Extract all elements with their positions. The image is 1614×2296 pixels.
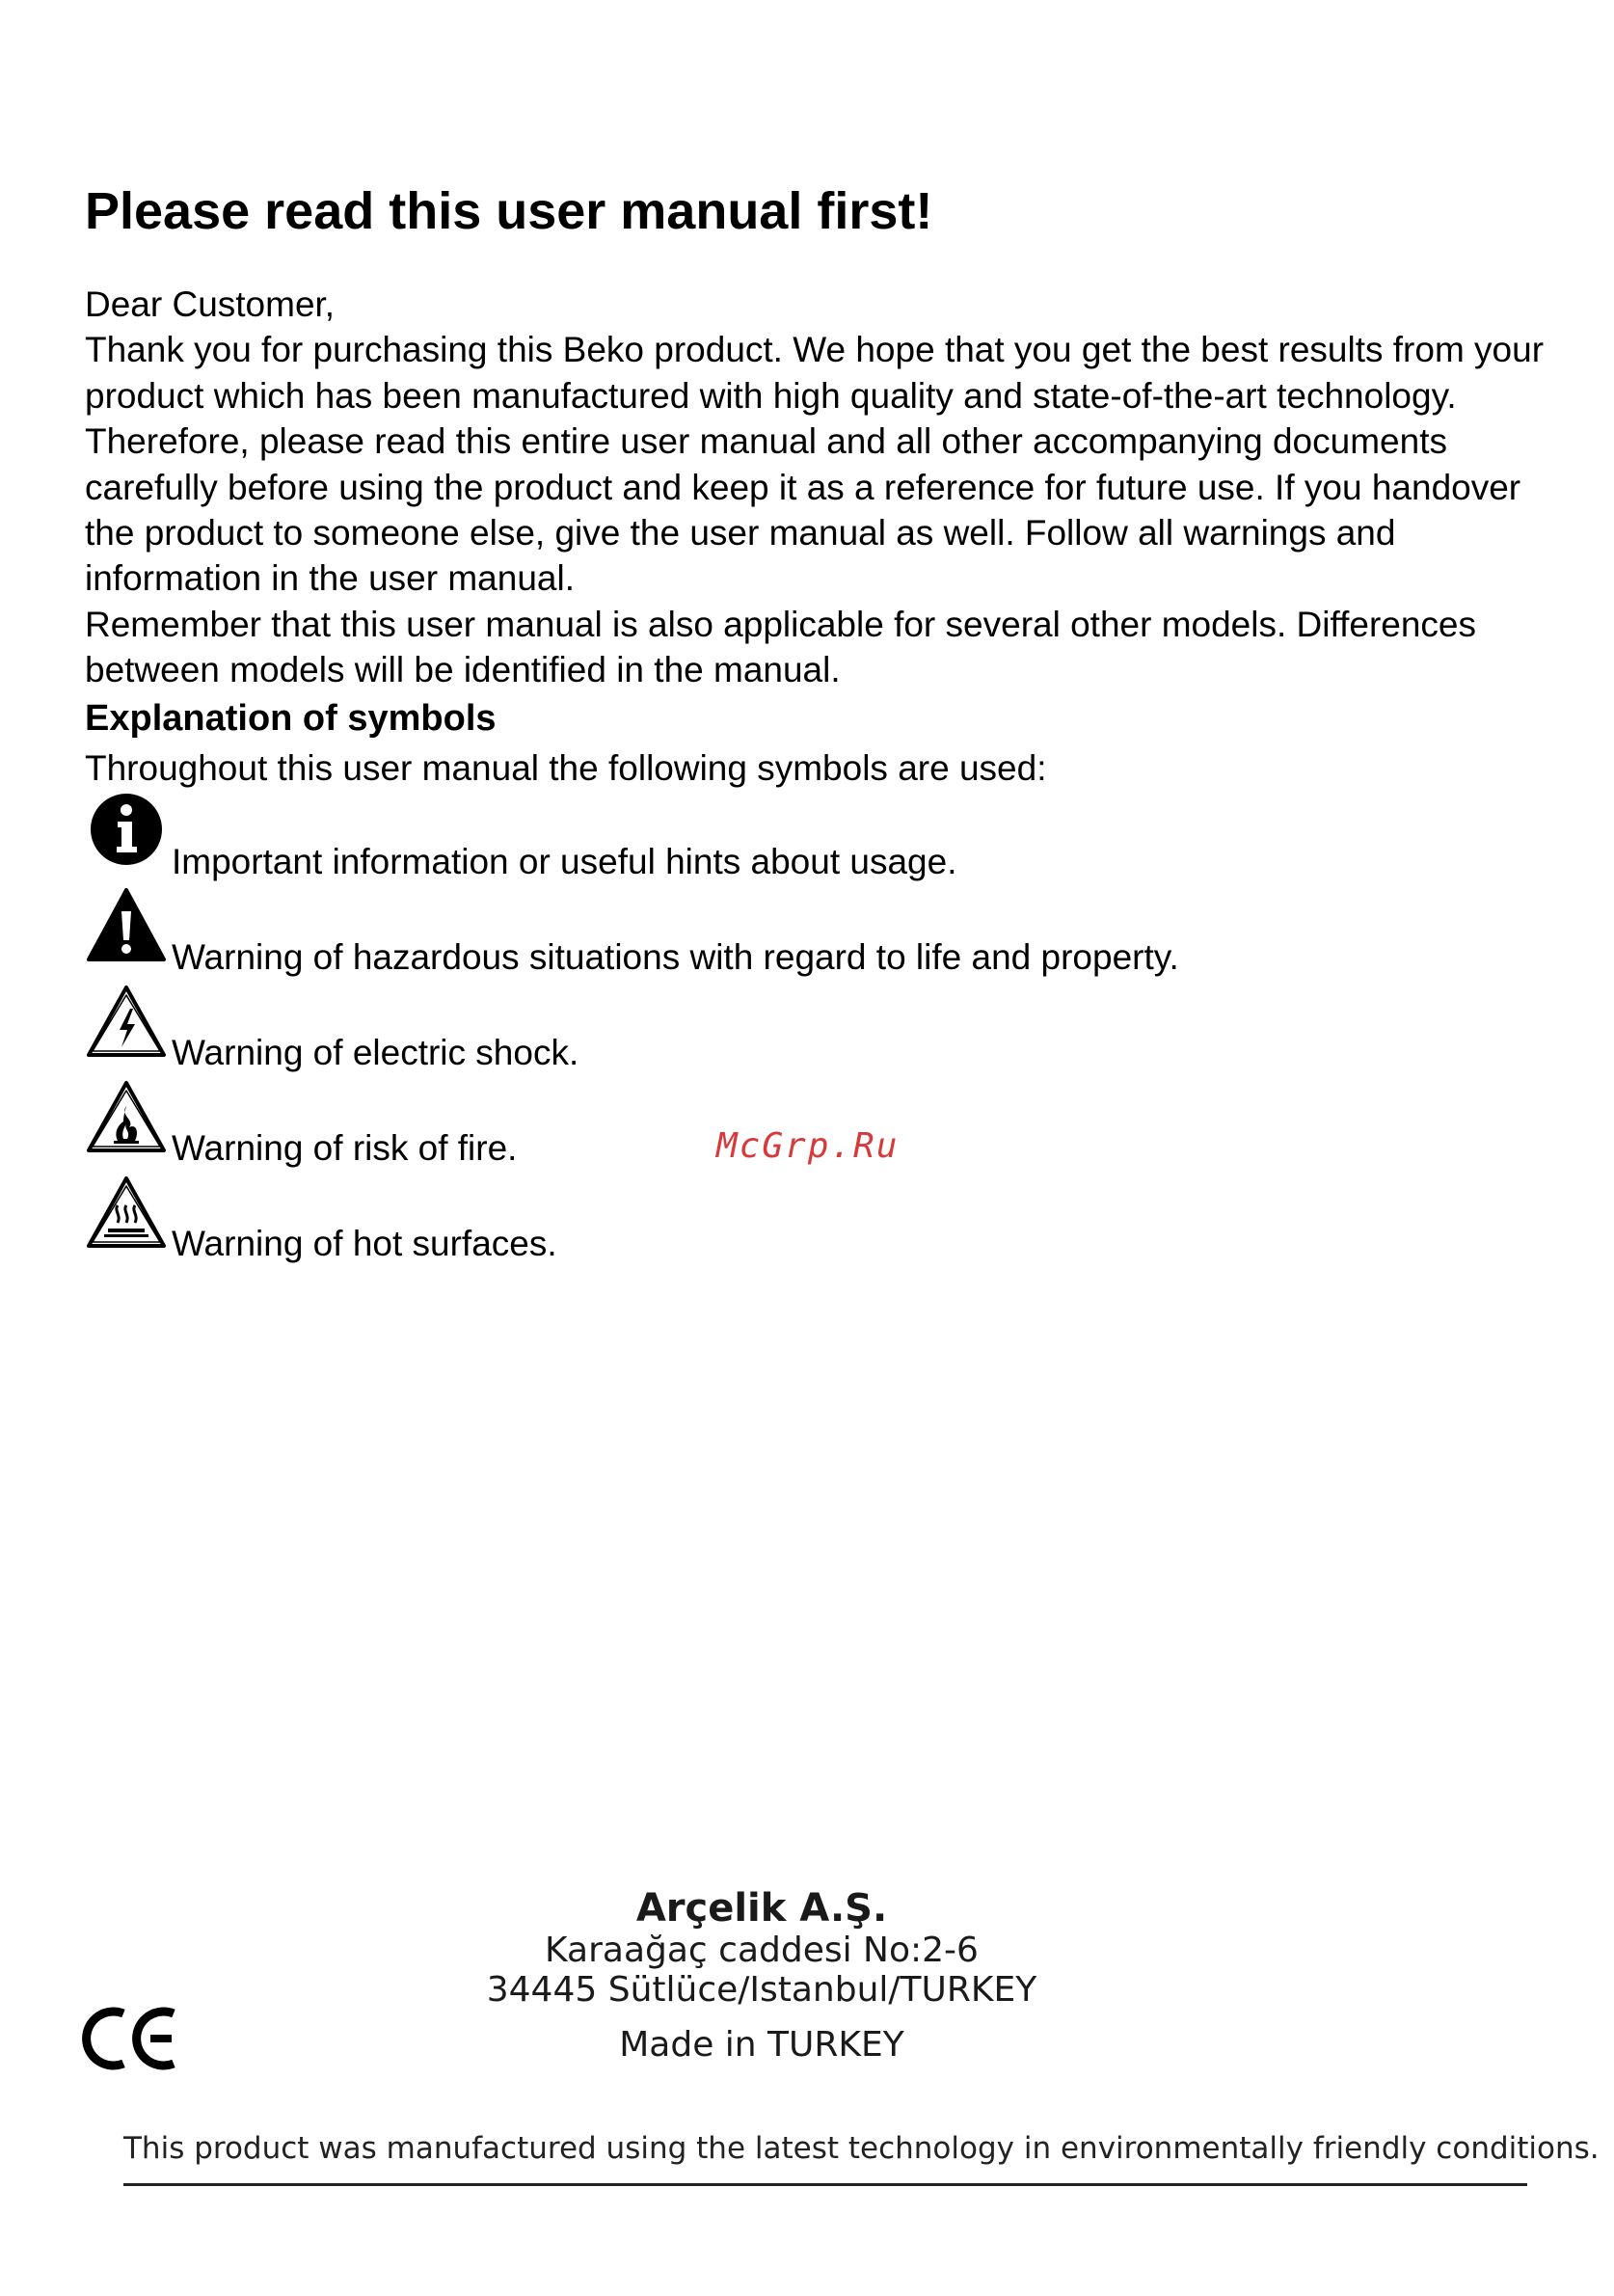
manufacturer-address <box>444 1886 1080 2065</box>
ce-mark-icon <box>81 2004 181 2073</box>
intro-body <box>85 282 1550 693</box>
company-name: Arçelik A.Ş. <box>635 1886 888 1931</box>
info-icon <box>85 791 168 874</box>
made-in: Made in TURKEY <box>619 2025 904 2065</box>
footer-note: This product was manufactured using the latest technology in environmentally friendly conditions. <box>123 2131 1600 2166</box>
models-paragraph: Remember that this user manual is also applicable for several other models. Differences between models will be identified in the manual. <box>85 604 1476 690</box>
symbol-label: Warning of hazardous situations with regard to life and property. <box>172 937 1179 977</box>
symbol-item-hot-surface <box>85 1173 1338 1263</box>
symbol-label: Warning of risk of fire. <box>172 1128 518 1168</box>
symbols-intro: Throughout this user manual the following symbols are used: <box>85 748 1047 788</box>
electric-shock-icon <box>85 982 168 1065</box>
footer-rule <box>123 2183 1527 2186</box>
symbol-label: Warning of electric shock. <box>172 1033 579 1072</box>
symbol-label: Warning of hot surfaces. <box>172 1224 557 1263</box>
symbol-item-fire <box>85 1077 1338 1168</box>
fire-risk-icon <box>85 1077 168 1160</box>
watermark: McGrp.Ru <box>716 1126 900 1166</box>
symbol-item-hazard <box>85 886 1338 977</box>
symbols-heading: Explanation of symbols <box>85 698 497 739</box>
intro-paragraph: Thank you for purchasing this Beko product. We hope that you get the best results from your product which has been manufactured with high quality and state-of-the-art technology. Therefore, please read this entire user manual and all other accompanying documents carefully before using the product and keep it as a reference for future use. If you handover the product to someone else, give the user manual as well. Follow all warnings and information in the user manual. <box>85 330 1545 599</box>
symbol-item-info <box>85 791 1338 881</box>
symbol-item-electric <box>85 982 1338 1072</box>
address-street: Karaağaç caddesi No:2-6 <box>545 1931 979 1970</box>
address-city: 34445 Sütlüce/Istanbul/TURKEY <box>486 1970 1037 2010</box>
hazard-warning-icon <box>85 886 168 969</box>
symbol-label: Important information or useful hints about usage. <box>172 842 957 881</box>
hot-surface-icon <box>85 1173 168 1256</box>
page-title: Please read this user manual first! <box>85 182 933 240</box>
greeting: Dear Customer, <box>85 284 336 324</box>
